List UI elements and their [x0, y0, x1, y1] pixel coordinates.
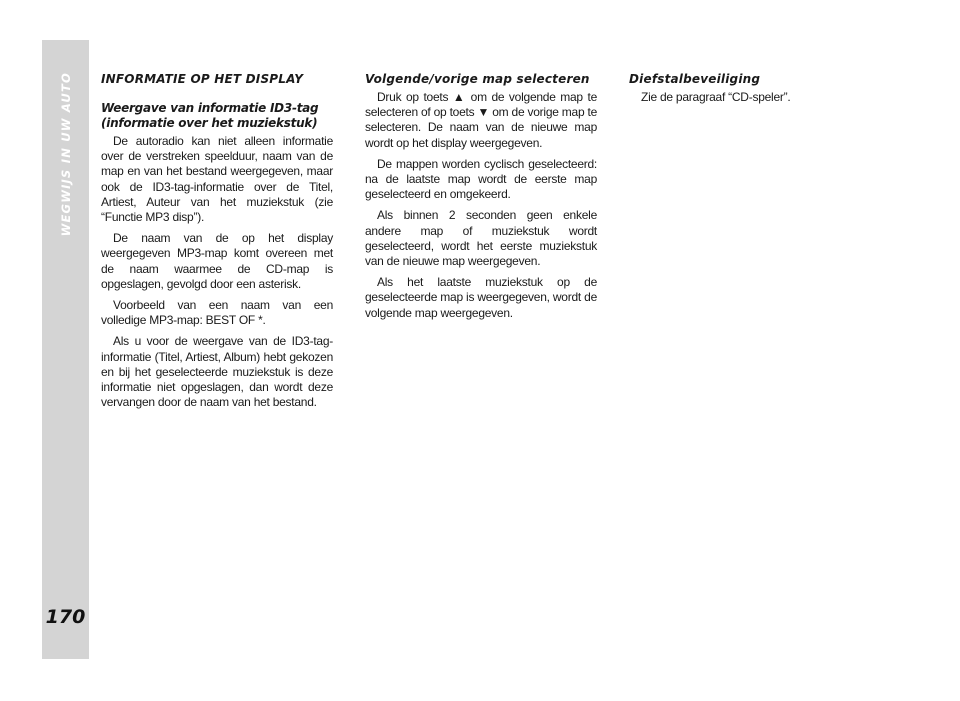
- paragraph: Als u voor de weergave van de ID3-tag-informatie (Titel, Artiest, Album) hebt gekozen en bij het geselecteerde muziekstuk is deze informatie niet opgeslagen, dan wordt deze vervangen door de naam van het bestand.: [101, 334, 333, 410]
- subsection-heading: Weergave van informatie ID3-tag (informatie over het muziekstuk): [101, 101, 319, 130]
- paragraph: De autoradio kan niet alleen informatie over de verstreken speelduur, naam van de map en van het bestand weergegeven, maar ook de ID3-tag-informatie over de Titel, Artiest, Auteur van het muziekstuk (zie “Functie MP3 disp”).: [101, 134, 333, 225]
- sidebar-title-container: [42, 72, 89, 292]
- column-3: [629, 72, 861, 111]
- column-1: [101, 72, 333, 416]
- section-title: WEGWIJS IN UW AUTO: [58, 72, 73, 237]
- paragraph: Als binnen 2 seconden geen enkele andere map of muziekstuk wordt geselecteerd, wordt het eerste muziekstuk van de nieuwe map weergegeven.: [365, 208, 597, 269]
- paragraph: De naam van de op het display weergegeven MP3-map komt overeen met de naam waarmee de CD-map is opgeslagen, gevolgd door een asterisk.: [101, 231, 333, 291]
- paragraph: De mappen worden cyclisch geselecteerd: na de laatste map wordt de eerste map geselecteerd en omgekeerd.: [365, 156, 597, 202]
- paragraph: Voorbeeld van een naam van een volledige MP3-map: BEST OF *.: [101, 298, 333, 328]
- column-2: [365, 72, 597, 327]
- page-number: 170: [45, 606, 86, 628]
- section-heading: INFORMATIE OP HET DISPLAY: [101, 72, 304, 86]
- sidebar: [42, 40, 89, 659]
- paragraph: Als het laatste muziekstuk op de geselecteerde map is weergegeven, wordt de volgende map weergegeven.: [365, 275, 597, 320]
- paragraph: Zie de paragraaf “CD-speler”.: [641, 90, 791, 104]
- section-heading: Volgende/vorige map selecteren: [365, 72, 590, 86]
- section-heading: Diefstalbeveiliging: [629, 72, 761, 86]
- paragraph: Druk op toets ▲ om de volgende map te selecteren of op toets ▼ om de vorige map te selecteren. De naam van de nieuwe map wordt op het display weergegeven.: [365, 90, 597, 150]
